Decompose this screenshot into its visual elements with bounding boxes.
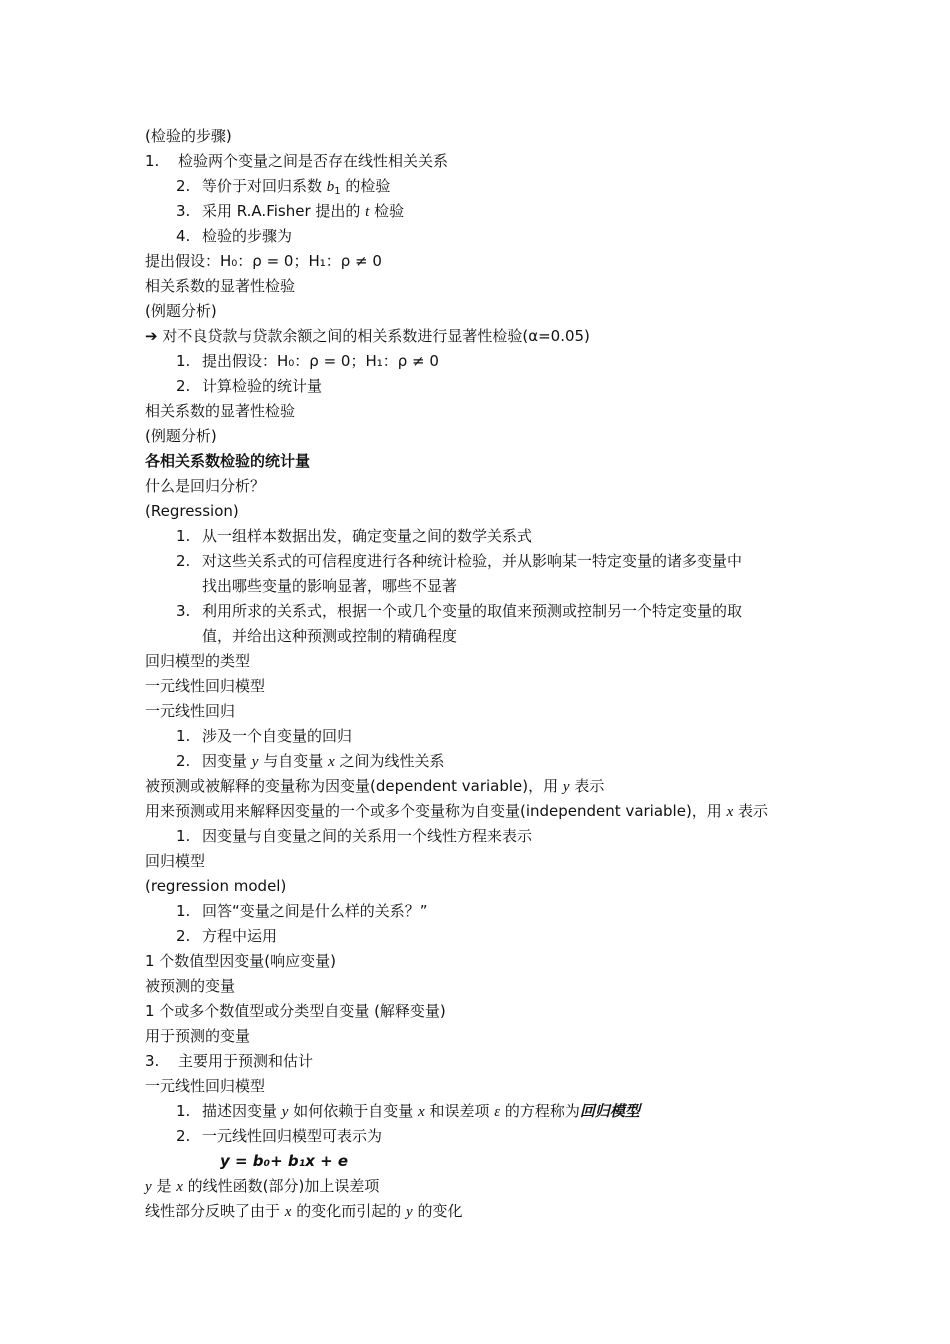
numbered-item bbox=[176, 599, 742, 624]
math-var: b bbox=[326, 179, 335, 195]
text: 用于预测的变量 bbox=[145, 1027, 251, 1045]
text: 1 个数值型因变量(响应变量) bbox=[145, 952, 337, 970]
item-number: 2. bbox=[176, 552, 191, 570]
text: 什么是回归分析？ bbox=[145, 477, 266, 495]
numbered-item bbox=[176, 924, 277, 949]
text: 相关系数的显著性检验 bbox=[145, 402, 296, 420]
item-continuation bbox=[202, 624, 457, 649]
item-text: 之间为线性关系 bbox=[334, 752, 445, 770]
item-text: 值，并给出这种预测或控制的精确程度 bbox=[202, 627, 458, 645]
math-var: y bbox=[562, 779, 570, 795]
item-text: 检验两个变量之间是否存在线性相关关系 bbox=[178, 152, 449, 170]
text-line bbox=[145, 1074, 265, 1099]
text: 一元线性回归模型 bbox=[145, 1077, 266, 1095]
text: 线性部分反映了由于 bbox=[145, 1202, 285, 1220]
numbered-item bbox=[176, 749, 444, 775]
item-text: 因变量与自变量之间的关系用一个线性方程来表示 bbox=[202, 827, 533, 845]
text: 回归模型的类型 bbox=[145, 652, 251, 670]
text-line bbox=[145, 474, 265, 499]
numbered-item bbox=[176, 1124, 382, 1149]
item-text: 的方程称为 bbox=[500, 1102, 580, 1120]
text: 相关系数的显著性检验 bbox=[145, 277, 296, 295]
text-line bbox=[145, 324, 590, 349]
regression-equation bbox=[220, 1149, 348, 1174]
subscript: 1 bbox=[334, 186, 341, 197]
text-line bbox=[145, 1199, 462, 1225]
item-number: 3. bbox=[145, 1052, 160, 1070]
text: (例题分析) bbox=[145, 302, 217, 320]
math-var: y bbox=[406, 1204, 413, 1220]
item-text: 的检验 bbox=[340, 177, 391, 195]
text-line bbox=[145, 874, 286, 899]
text-line bbox=[145, 849, 205, 874]
item-text: 利用所求的关系式，根据一个或几个变量的取值来预测或控制另一个特定变量的取 bbox=[202, 602, 743, 620]
math-var: y bbox=[145, 1179, 152, 1195]
text: 一元线性回归模型 bbox=[145, 677, 266, 695]
item-number: 1. bbox=[176, 727, 191, 745]
numbered-item bbox=[145, 149, 448, 174]
math-var: x bbox=[176, 1179, 183, 1195]
text-line bbox=[145, 299, 217, 324]
math-var: y bbox=[281, 1104, 289, 1120]
text-line bbox=[145, 649, 250, 674]
text-line bbox=[145, 674, 265, 699]
heading bbox=[145, 449, 310, 474]
text-line bbox=[145, 774, 604, 800]
numbered-item bbox=[176, 199, 404, 225]
item-number: 2. bbox=[176, 1127, 191, 1145]
text-line bbox=[145, 1174, 379, 1200]
item-text: 因变量 bbox=[202, 752, 252, 770]
text-line bbox=[145, 949, 336, 974]
text: (Regression) bbox=[145, 502, 239, 520]
item-text: 和误差项 bbox=[424, 1102, 495, 1120]
text-line bbox=[145, 274, 295, 299]
text-line bbox=[145, 699, 235, 724]
item-text: 主要用于预测和估计 bbox=[178, 1052, 314, 1070]
item-text: 找出哪些变量的影响显著，哪些不显著 bbox=[202, 577, 458, 595]
text-line bbox=[145, 974, 235, 999]
math-var: ε bbox=[494, 1104, 501, 1120]
text: 回归模型 bbox=[145, 852, 206, 870]
item-text: 与自变量 bbox=[258, 752, 328, 770]
item-number: 1. bbox=[176, 1102, 191, 1120]
text-line bbox=[145, 249, 382, 274]
item-text: 提出假设：H₀：ρ = 0；H₁：ρ ≠ 0 bbox=[202, 352, 439, 370]
numbered-item bbox=[176, 524, 532, 549]
math-var: x bbox=[418, 1104, 425, 1120]
text: 1 个或多个数值型或分类型自变量 (解释变量) bbox=[145, 1002, 446, 1020]
math-var: y bbox=[251, 754, 259, 770]
item-text: 回答“变量之间是什么样的关系？” bbox=[202, 902, 428, 920]
item-number: 4. bbox=[176, 227, 191, 245]
item-number: 2. bbox=[176, 377, 191, 395]
item-number: 1. bbox=[176, 527, 191, 545]
item-number: 1. bbox=[145, 152, 160, 170]
text: (例题分析) bbox=[145, 427, 217, 445]
text: 是 bbox=[151, 1177, 177, 1195]
arrow-icon: ➔ bbox=[145, 327, 158, 345]
item-text: 采用 R.A.Fisher 提出的 bbox=[202, 202, 366, 220]
text: 表示 bbox=[733, 802, 769, 820]
text: 各相关系数检验的统计量 bbox=[145, 452, 311, 470]
item-number: 2. bbox=[176, 752, 191, 770]
numbered-item bbox=[176, 1099, 640, 1125]
item-number: 1. bbox=[176, 827, 191, 845]
numbered-item bbox=[176, 899, 428, 924]
text: 的线性函数(部分)加上误差项 bbox=[182, 1177, 380, 1195]
item-number: 1. bbox=[176, 902, 191, 920]
text: 用来预测或用来解释因变量的一个或多个变量称为自变量(independent variable)，用 bbox=[145, 802, 727, 820]
item-text: 如何依赖于自变量 bbox=[288, 1102, 418, 1120]
item-text: 一元线性回归模型可表示为 bbox=[202, 1127, 383, 1145]
item-text: 涉及一个自变量的回归 bbox=[202, 727, 353, 745]
math-var: x bbox=[328, 754, 335, 770]
text: 的变化 bbox=[412, 1202, 463, 1220]
math-var: x bbox=[284, 1204, 292, 1220]
item-text: 计算检验的统计量 bbox=[202, 377, 323, 395]
item-text: 检验 bbox=[369, 202, 405, 220]
text: 一元线性回归 bbox=[145, 702, 236, 720]
item-text: 检验的步骤为 bbox=[202, 227, 293, 245]
text: (检验的步骤) bbox=[145, 127, 232, 145]
text-line bbox=[145, 999, 446, 1024]
text-line bbox=[145, 424, 217, 449]
item-number: 3. bbox=[176, 602, 191, 620]
numbered-item bbox=[145, 1049, 313, 1074]
numbered-item bbox=[176, 724, 352, 749]
text: 提出假设：H₀：ρ = 0；H₁：ρ ≠ 0 bbox=[145, 252, 382, 270]
item-text: 从一组样本数据出发，确定变量之间的数学关系式 bbox=[202, 527, 533, 545]
math-var: x bbox=[726, 804, 734, 820]
text: 的变化而引起的 bbox=[291, 1202, 406, 1220]
item-number: 2. bbox=[176, 927, 191, 945]
text-line bbox=[145, 124, 232, 149]
text: 被预测的变量 bbox=[145, 977, 236, 995]
numbered-item bbox=[176, 349, 439, 374]
text: (regression model) bbox=[145, 877, 287, 895]
text: 表示 bbox=[569, 777, 605, 795]
text-line bbox=[145, 399, 295, 424]
numbered-item bbox=[176, 224, 292, 249]
item-text: 等价于对回归系数 bbox=[202, 177, 327, 195]
item-text: 对这些关系式的可信程度进行各种统计检验，并从影响某一特定变量的诸多变量中 bbox=[202, 552, 743, 570]
item-number: 2. bbox=[176, 177, 191, 195]
item-number: 1. bbox=[176, 352, 191, 370]
item-text: 描述因变量 bbox=[202, 1102, 282, 1120]
numbered-item bbox=[176, 549, 742, 574]
item-number: 3. bbox=[176, 202, 191, 220]
equation-text: y = b₀+ b₁x + e bbox=[220, 1152, 349, 1170]
item-text: 方程中运用 bbox=[202, 927, 278, 945]
numbered-item bbox=[176, 824, 532, 849]
numbered-item bbox=[176, 374, 322, 399]
text: 被预测或被解释的变量称为因变量(dependent variable)，用 bbox=[145, 777, 563, 795]
math-var: t bbox=[365, 204, 370, 220]
emphasis-term: 回归模型 bbox=[579, 1102, 640, 1120]
item-continuation bbox=[202, 574, 457, 599]
text-line bbox=[145, 499, 239, 524]
text-line bbox=[145, 1024, 250, 1049]
text-line bbox=[145, 799, 768, 825]
text: 对不良贷款与贷款余额之间的相关系数进行显著性检验(α=0.05) bbox=[157, 327, 590, 345]
